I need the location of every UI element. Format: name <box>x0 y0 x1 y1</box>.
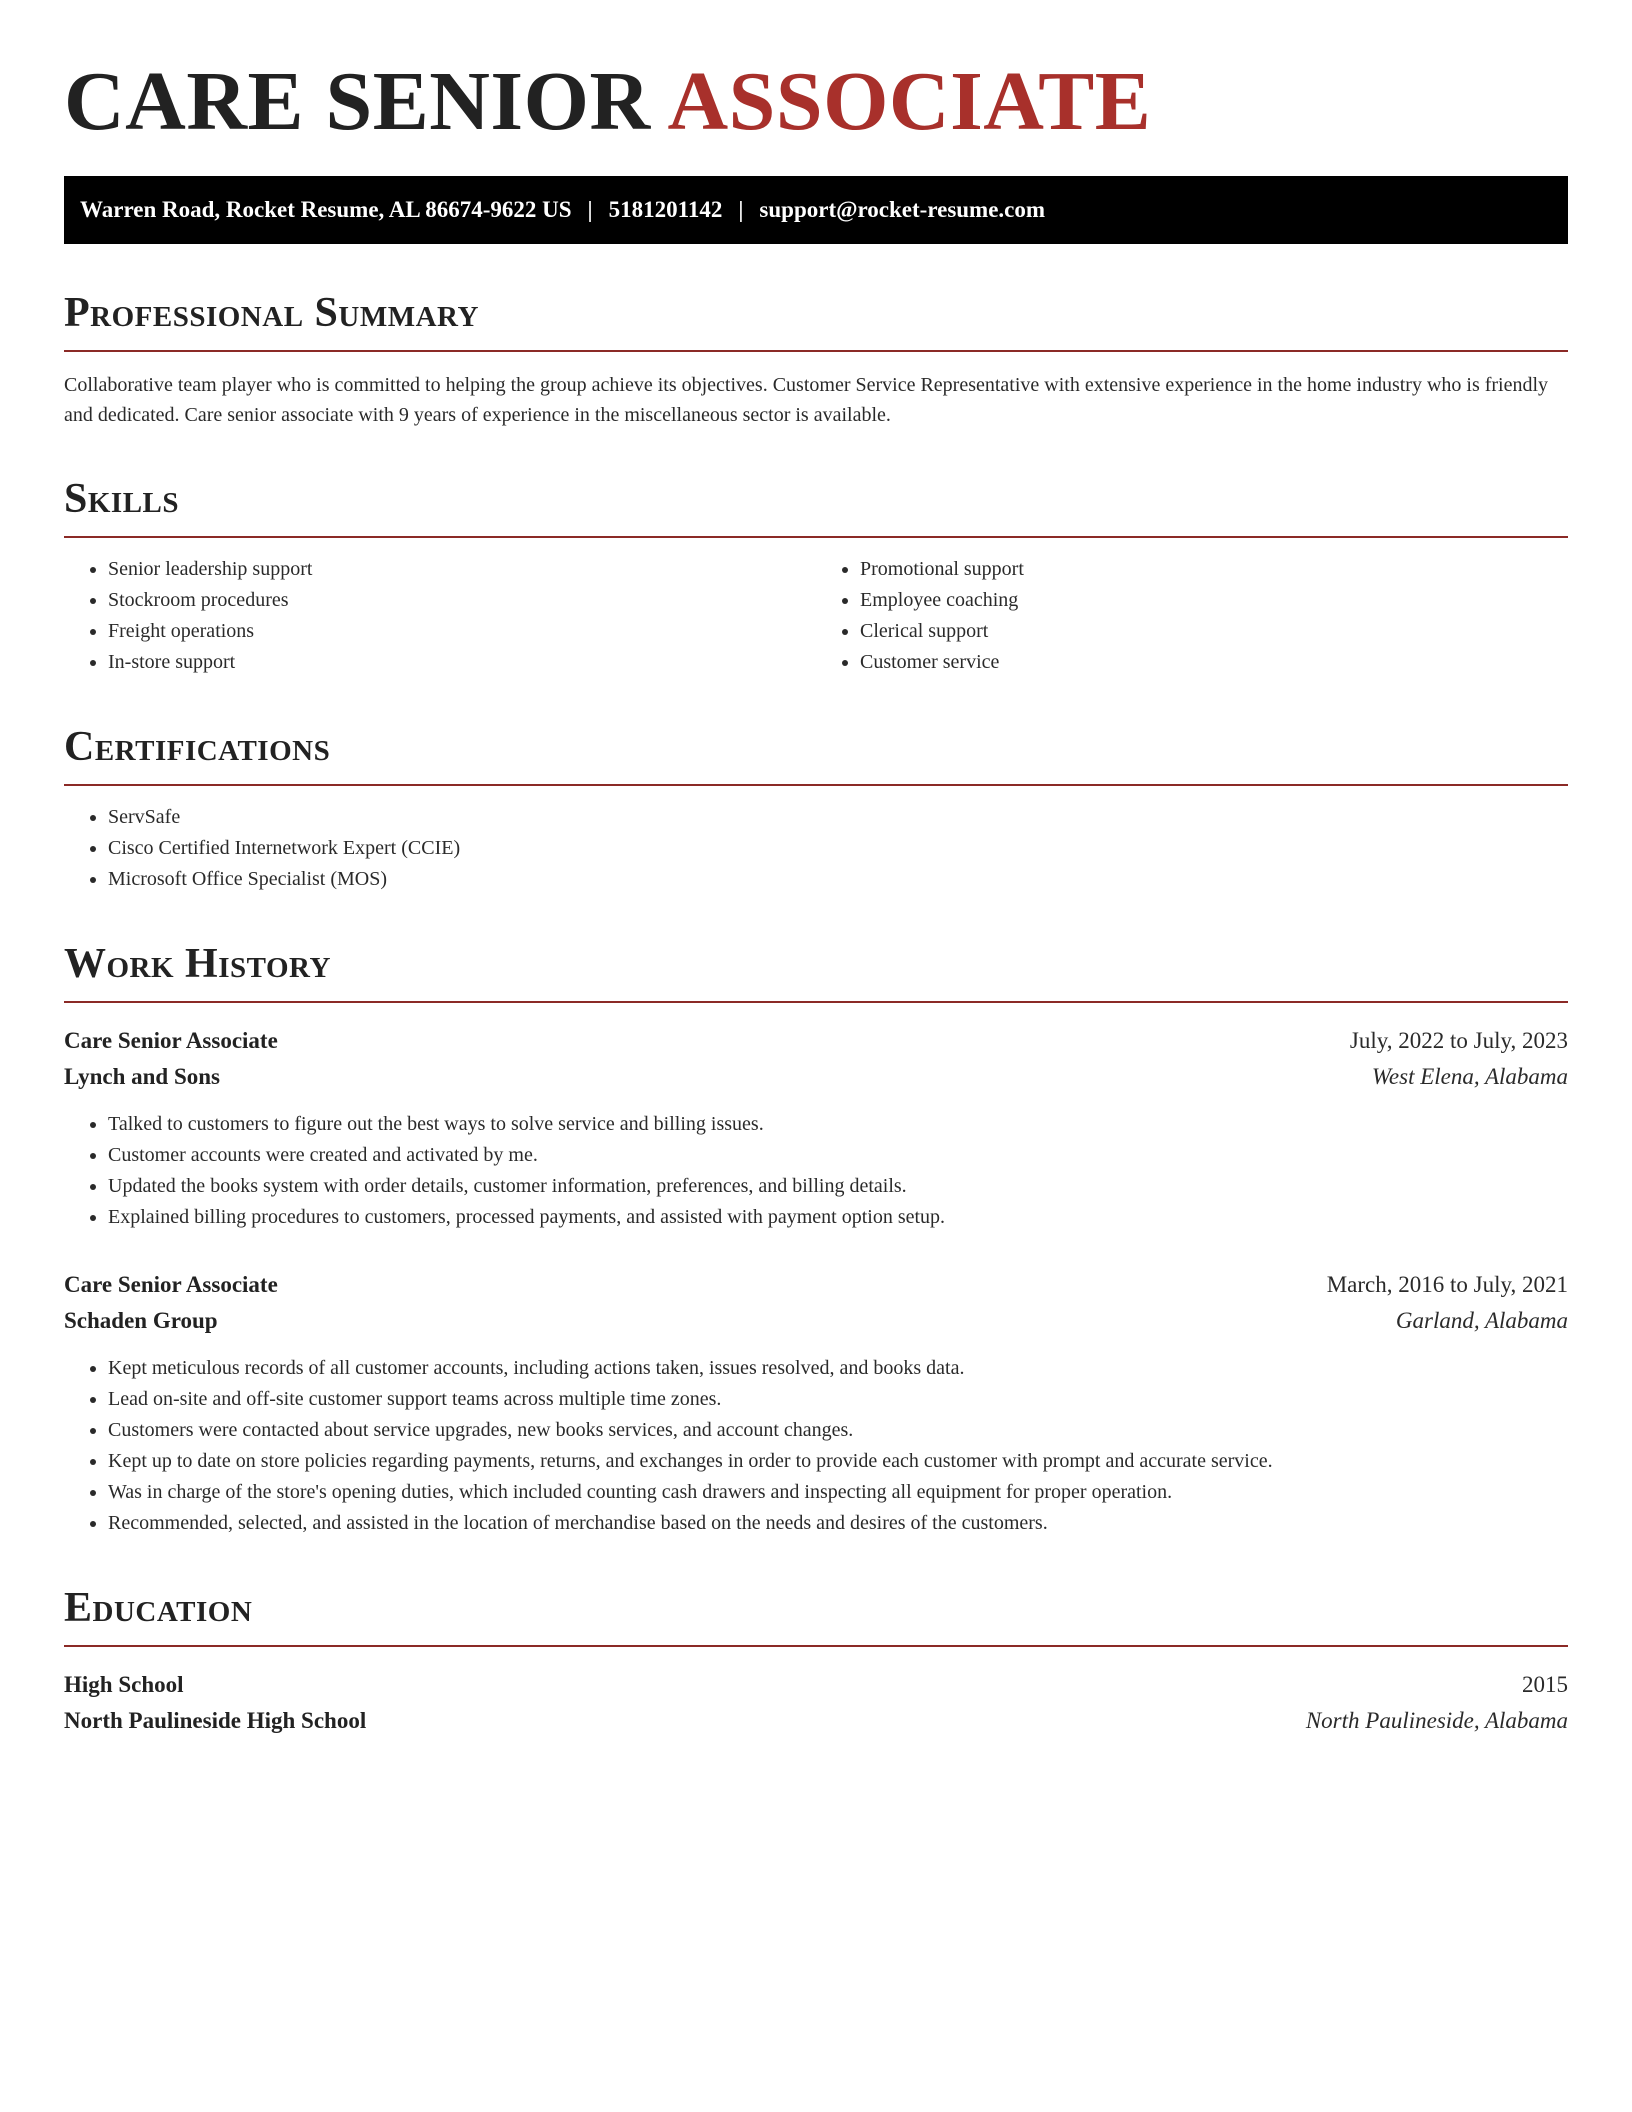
certification-item: • Microsoft Office Specialist (MOS) <box>108 864 1568 895</box>
work-history-section <box>64 939 1568 1539</box>
education-school: North Paulineside High School <box>64 1708 367 1733</box>
job-role: Care Senior Associate <box>64 1028 278 1053</box>
job-duty-item: • Customer accounts were created and activated by me. <box>108 1140 1568 1171</box>
education-degree: High School <box>64 1672 184 1697</box>
job-duty-item: • Updated the books system with order details, customer information, preferences, and billing details. <box>108 1171 1568 1202</box>
section-title: Education <box>64 1585 253 1631</box>
job-duty-item: • Was in charge of the store's opening duties, which included counting cash drawers and inspecting all equipment for proper operation. <box>108 1477 1568 1508</box>
job-dates: July, 2022 to July, 2023 <box>1349 1028 1568 1053</box>
section-title: Certifications <box>64 724 331 770</box>
section-title: Skills <box>64 476 180 522</box>
name-first: CARE SENIOR <box>64 55 651 148</box>
job-company-row <box>64 1303 1568 1339</box>
contact-phone: 5181201142 <box>608 197 723 222</box>
skills-list-left <box>64 554 816 678</box>
summary-text: Collaborative team player who is committed to helping the group achieve its objectives. Customer Service Representative with extensive experience in the home industry who is friendly and dedicated. Care senior associate with 9 years of experience in the miscellaneous sector is available. <box>64 374 1549 426</box>
summary-section <box>64 288 1568 430</box>
skills-grid <box>64 554 1568 678</box>
section-divider <box>64 784 1568 786</box>
job-company: Schaden Group <box>64 1308 218 1333</box>
job-duty-item: • Talked to customers to figure out the best ways to solve service and billing issues. <box>108 1109 1568 1140</box>
section-title: Professional Summary <box>64 290 479 336</box>
education-location: North Paulineside, Alabama <box>1305 1708 1568 1733</box>
skill-item: • Promotional support <box>860 554 1568 585</box>
job-entry <box>64 1267 1568 1539</box>
name-last: ASSOCIATE <box>667 55 1152 148</box>
certification-item: • ServSafe <box>108 802 1568 833</box>
skill-item: • Senior leadership support <box>108 554 816 585</box>
skills-section <box>64 474 1568 678</box>
job-location: West Elena, Alabama <box>1371 1064 1568 1089</box>
skill-item: • Clerical support <box>860 616 1568 647</box>
job-company: Lynch and Sons <box>64 1064 220 1089</box>
contact-email: support@rocket-resume.com <box>759 197 1046 222</box>
contact-separator: | <box>738 197 744 222</box>
skills-list-right <box>816 554 1568 678</box>
contact-separator: | <box>587 197 593 222</box>
job-duties-list <box>64 1109 1568 1233</box>
job-duty-item: • Recommended, selected, and assisted in the location of merchandise based on the needs and desires of the customers. <box>108 1508 1568 1539</box>
section-title: Work History <box>64 941 331 987</box>
resume-name <box>64 56 1568 148</box>
contact-address: Warren Road, Rocket Resume, AL 86674-9622 US <box>80 197 572 222</box>
contact-bar <box>64 176 1568 244</box>
skill-item: • Freight operations <box>108 616 816 647</box>
education-school-row <box>64 1703 1568 1739</box>
job-location: Garland, Alabama <box>1395 1308 1568 1333</box>
education-section <box>64 1583 1568 1739</box>
section-divider <box>64 1645 1568 1647</box>
section-divider <box>64 536 1568 538</box>
education-year: 2015 <box>1522 1672 1568 1697</box>
education-header-row <box>64 1667 1568 1703</box>
job-company-row <box>64 1059 1568 1095</box>
education-entry <box>64 1667 1568 1739</box>
job-duty-item: • Explained billing procedures to customers, processed payments, and assisted with payment option setup. <box>108 1202 1568 1233</box>
job-duty-item: • Lead on-site and off-site customer support teams across multiple time zones. <box>108 1384 1568 1415</box>
skill-item: • Stockroom procedures <box>108 585 816 616</box>
job-header-row <box>64 1023 1568 1059</box>
skill-item: • In-store support <box>108 647 816 678</box>
skill-item: • Employee coaching <box>860 585 1568 616</box>
job-duty-item: • Kept meticulous records of all customer accounts, including actions taken, issues resolved, and books data. <box>108 1353 1568 1384</box>
section-divider <box>64 1001 1568 1003</box>
job-entry <box>64 1023 1568 1233</box>
job-duty-item: • Kept up to date on store policies regarding payments, returns, and exchanges in order to provide each customer with prompt and accurate service. <box>108 1446 1568 1477</box>
job-header-row <box>64 1267 1568 1303</box>
job-dates: March, 2016 to July, 2021 <box>1326 1272 1568 1297</box>
certifications-section <box>64 722 1568 895</box>
certifications-list <box>64 802 1568 895</box>
job-role: Care Senior Associate <box>64 1272 278 1297</box>
section-divider <box>64 350 1568 352</box>
skill-item: • Customer service <box>860 647 1568 678</box>
job-duties-list <box>64 1353 1568 1539</box>
job-duty-item: • Customers were contacted about service upgrades, new books services, and account changes. <box>108 1415 1568 1446</box>
certification-item: • Cisco Certified Internetwork Expert (CCIE) <box>108 833 1568 864</box>
